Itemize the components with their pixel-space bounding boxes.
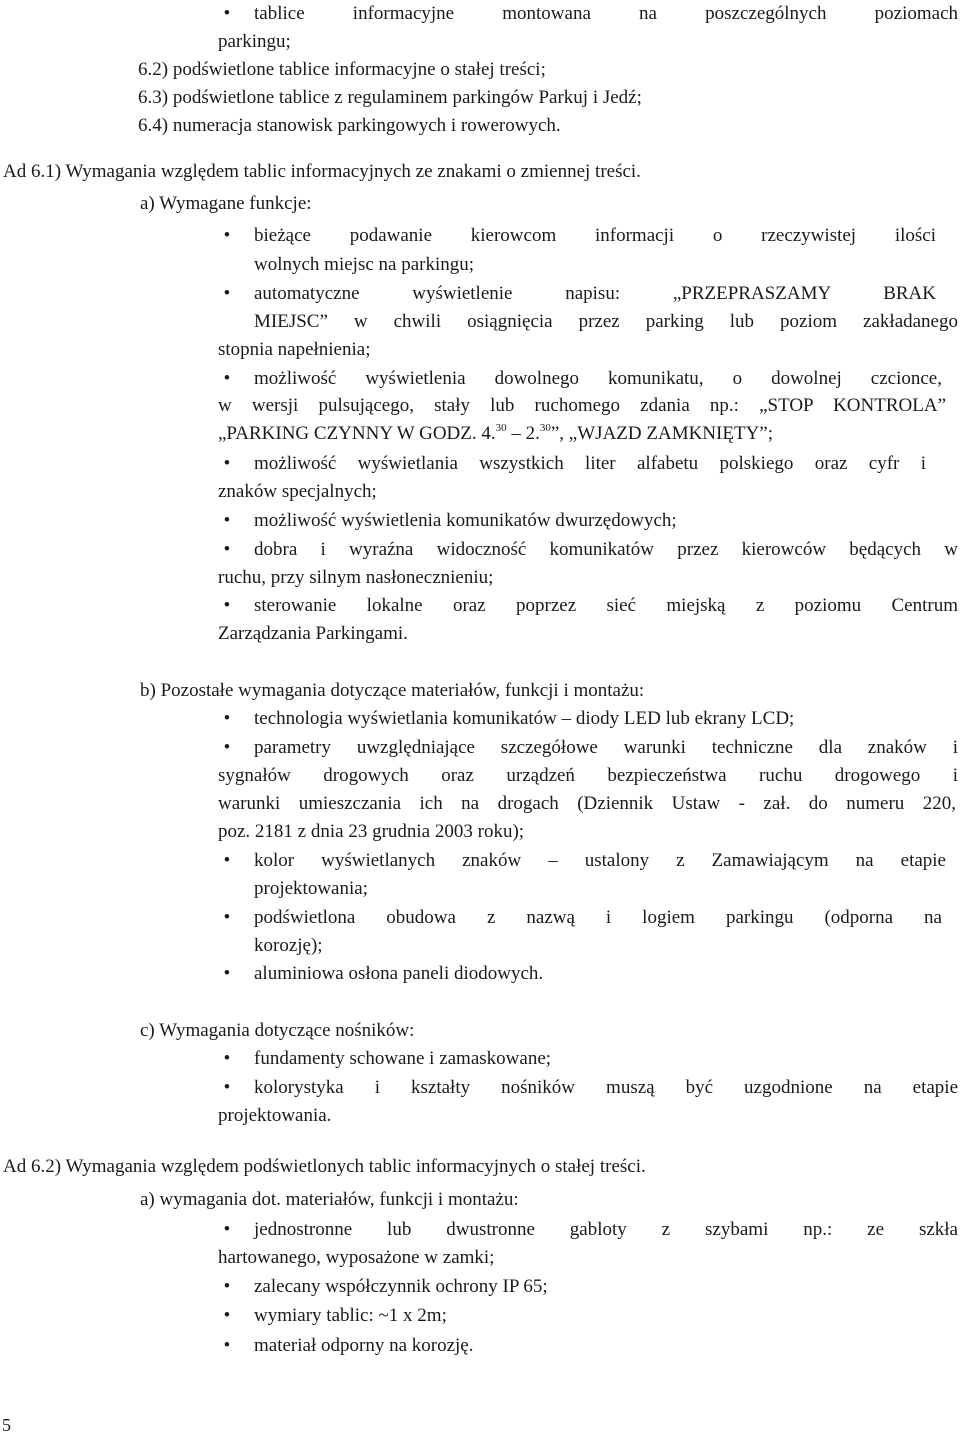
list-item-continuation: Zarządzania Parkingami.	[218, 623, 408, 644]
subsection-heading: a) Wymagane funkcje:	[140, 193, 312, 214]
list-item: fundamenty schowane i zamaskowane;	[254, 1048, 552, 1069]
bullet: •	[223, 1276, 231, 1297]
bullet: •	[223, 1305, 231, 1326]
list-item-continuation: sygnałów drogowych oraz urządzeń bezpieczeństwa ruchu drogowego i	[218, 765, 958, 786]
list-item: kolorystyka i kształty nośników muszą być uzgodnione na etapie	[254, 1077, 958, 1098]
list-item-continuation: projektowania;	[254, 878, 368, 899]
list-item: wymiary tablic: ~1 x 2m;	[254, 1305, 447, 1326]
list-item-continuation: hartowanego, wyposażone w zamki;	[218, 1247, 495, 1268]
bullet: •	[223, 1077, 231, 1098]
bullet: •	[223, 510, 231, 531]
list-item: możliwość wyświetlenia dowolnego komunikatu, o dowolnej czcionce,	[254, 368, 942, 389]
text-run: ”, „WJAZD ZAMKNIĘTY”;	[550, 423, 774, 444]
list-item-continuation: projektowania.	[218, 1105, 332, 1126]
list-item: technologia wyświetlania komunikatów – diody LED lub ekrany LCD;	[254, 708, 795, 729]
list-item: podświetlona obudowa z nazwą i logiem parkingu (odporna na	[254, 907, 942, 928]
section-heading: Ad 6.1) Wymagania względem tablic informacyjnych ze znakami o zmiennej treści.	[3, 161, 641, 182]
list-item-continuation: w wersji pulsującego, stały lub ruchomego zdania np.: „STOP KONTROLA”	[218, 395, 946, 416]
list-item: parametry uwzględniające szczegółowe warunki techniczne dla znaków i	[254, 737, 958, 758]
list-item-continuation: MIEJSC” w chwili osiągnięcia przez parking lub poziom zakładanego	[254, 311, 958, 332]
bullet: •	[223, 225, 231, 246]
list-item: możliwość wyświetlenia komunikatów dwurzędowych;	[254, 510, 677, 531]
list-item: jednostronne lub dwustronne gabloty z szybami np.: ze szkła	[254, 1219, 958, 1240]
list-item: sterowanie lokalne oraz poprzez sieć miejską z poziomu Centrum	[254, 595, 958, 616]
bullet: •	[223, 539, 231, 560]
subsection-heading: b) Pozostałe wymagania dotyczące materiałów, funkcji i montażu:	[140, 680, 645, 701]
bullet: •	[223, 283, 231, 304]
list-item: aluminiowa osłona paneli diodowych.	[254, 963, 544, 984]
list-item: możliwość wyświetlania wszystkich liter alfabetu polskiego oraz cyfr i	[254, 453, 926, 474]
list-item: zalecany współczynnik ochrony IP 65;	[254, 1276, 548, 1297]
list-item: 6.4) numeracja stanowisk parkingowych i rowerowych.	[138, 115, 561, 136]
subsection-heading: c) Wymagania dotyczące nośników:	[140, 1020, 415, 1041]
subsection-heading: a) wymagania dot. materiałów, funkcji i montażu:	[140, 1189, 519, 1210]
list-item-continuation: poz. 2181 z dnia 23 grudnia 2003 roku);	[218, 821, 525, 842]
superscript: 30	[495, 422, 507, 434]
bullet: •	[223, 737, 231, 758]
list-item-continuation: stopnia napełnienia;	[218, 339, 371, 360]
bullet: •	[223, 907, 231, 928]
list-item: bieżące podawanie kierowcom informacji o rzeczywistej ilości	[254, 225, 936, 246]
bullet: •	[223, 708, 231, 729]
list-item: dobra i wyraźna widoczność komunikatów przez kierowców będących w	[254, 539, 958, 560]
list-item: 6.2) podświetlone tablice informacyjne o stałej treści;	[138, 59, 546, 80]
bullet: •	[223, 1335, 231, 1356]
list-item-continuation: korozję);	[254, 935, 323, 956]
bullet: •	[223, 1219, 231, 1240]
list-item: 6.3) podświetlone tablice z regulaminem parkingów Parkuj i Jedź;	[138, 87, 642, 108]
bullet: •	[223, 1048, 231, 1069]
text-run: „PARKING CZYNNY W GODZ. 4.	[218, 423, 496, 444]
page-number: 5	[2, 1415, 11, 1435]
list-item-continuation: parkingu;	[218, 31, 291, 52]
bullet: •	[223, 850, 231, 871]
section-heading: Ad 6.2) Wymagania względem podświetlonych tablic informacyjnych o stałej treści.	[3, 1156, 646, 1177]
bullet: •	[223, 595, 231, 616]
bullet: •	[223, 453, 231, 474]
bullet: •	[223, 3, 231, 24]
bullet: •	[223, 368, 231, 389]
list-item-continuation: warunki umieszczania ich na drogach (Dziennik Ustaw - zał. do numeru 220,	[218, 793, 956, 814]
list-item: materiał odporny na korozję.	[254, 1335, 474, 1356]
text-run: – 2.	[506, 423, 540, 444]
list-item: kolor wyświetlanych znaków – ustalony z Zamawiającym na etapie	[254, 850, 946, 871]
list-item: tablice informacyjne montowana na poszczególnych poziomach	[254, 3, 958, 24]
list-item-continuation	[218, 420, 773, 451]
superscript: 30	[539, 422, 551, 434]
list-item: automatyczne wyświetlenie napisu: „PRZEPRASZAMY BRAK	[254, 283, 936, 304]
list-item-continuation: wolnych miejsc na parkingu;	[254, 254, 475, 275]
bullet: •	[223, 963, 231, 984]
list-item-continuation: znaków specjalnych;	[218, 481, 377, 502]
list-item-continuation: ruchu, przy silnym nasłonecznieniu;	[218, 567, 494, 588]
